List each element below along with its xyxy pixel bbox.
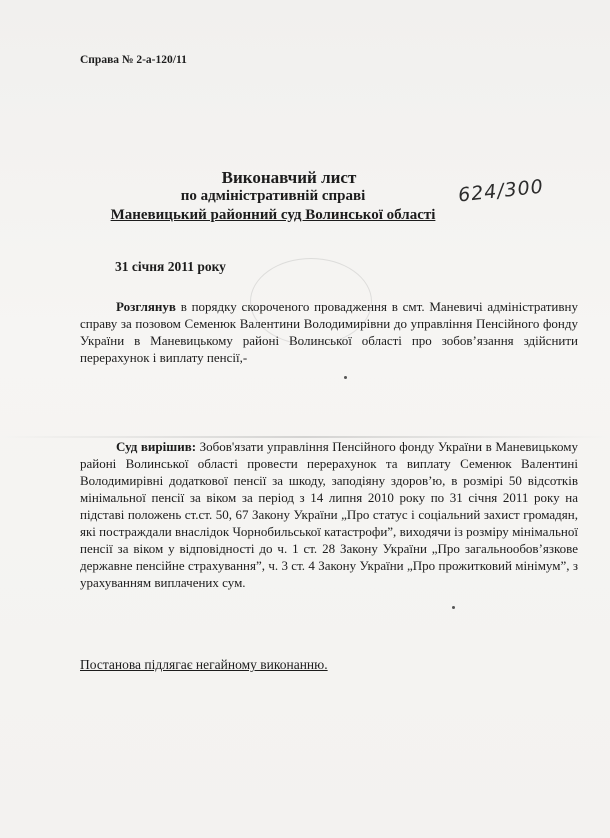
handwritten-number: 624/300 — [457, 175, 545, 207]
paragraph-decision-text: Зобов'язати управління Пенсійного фонду України в Маневицькому районі Волинської області провести перерахунок та виплату Семенюк Валентині Володимирівні додаткової пенсії за шкоду, заподіяну здоров’ю, в розмірі 50 відсотків мінімальної пенсії за віком за період з 14 липня 2010 року по 31 січня 2011 року на підставі положень ст.ст. 50, 67 Закону України „Про статус і соціальний захист громадян, які постраждали внаслідок Чорнобильської катастрофи”, виходячи із розміру мінімальної пенсії за віком у відповідності до ч. 1 ст. 28 Закону України „Про загальнообов’язкове державне пенсійне страхування”, ч. 3 ст. 4 Закону України „Про прожитковий мінімум”, з урахуванням виплачених сум. — [80, 439, 578, 590]
paragraph-decision — [80, 438, 578, 591]
document-title: Виконавчий лист — [221, 168, 357, 187]
paragraph-considered-text: в порядку скороченого провадження в смт. Маневичі адміністративну справу за позовом Семенюк Валентини Володимирівни до управління Пенсійного фонду України в Маневицькому районі Волинської області про зобов’язання здійснити перерахунок і виплату пенсії,- — [80, 299, 578, 365]
paragraph-decision-lead: Суд вирішив: — [116, 439, 197, 454]
court-name: Маневицький районний суд Волинської області — [110, 207, 436, 223]
ink-dot — [452, 606, 455, 609]
paragraph-considered — [80, 298, 578, 366]
document-subtitle: по адміністративній справі — [180, 188, 366, 204]
ink-dot — [344, 376, 347, 379]
case-number: Справа № 2-а-120/11 — [80, 54, 187, 66]
paragraph-considered-lead: Розглянув — [116, 299, 176, 314]
decree-note: Постанова підлягає негайному виконанню. — [80, 657, 328, 672]
document-date: 31 січня 2011 року — [115, 259, 226, 274]
